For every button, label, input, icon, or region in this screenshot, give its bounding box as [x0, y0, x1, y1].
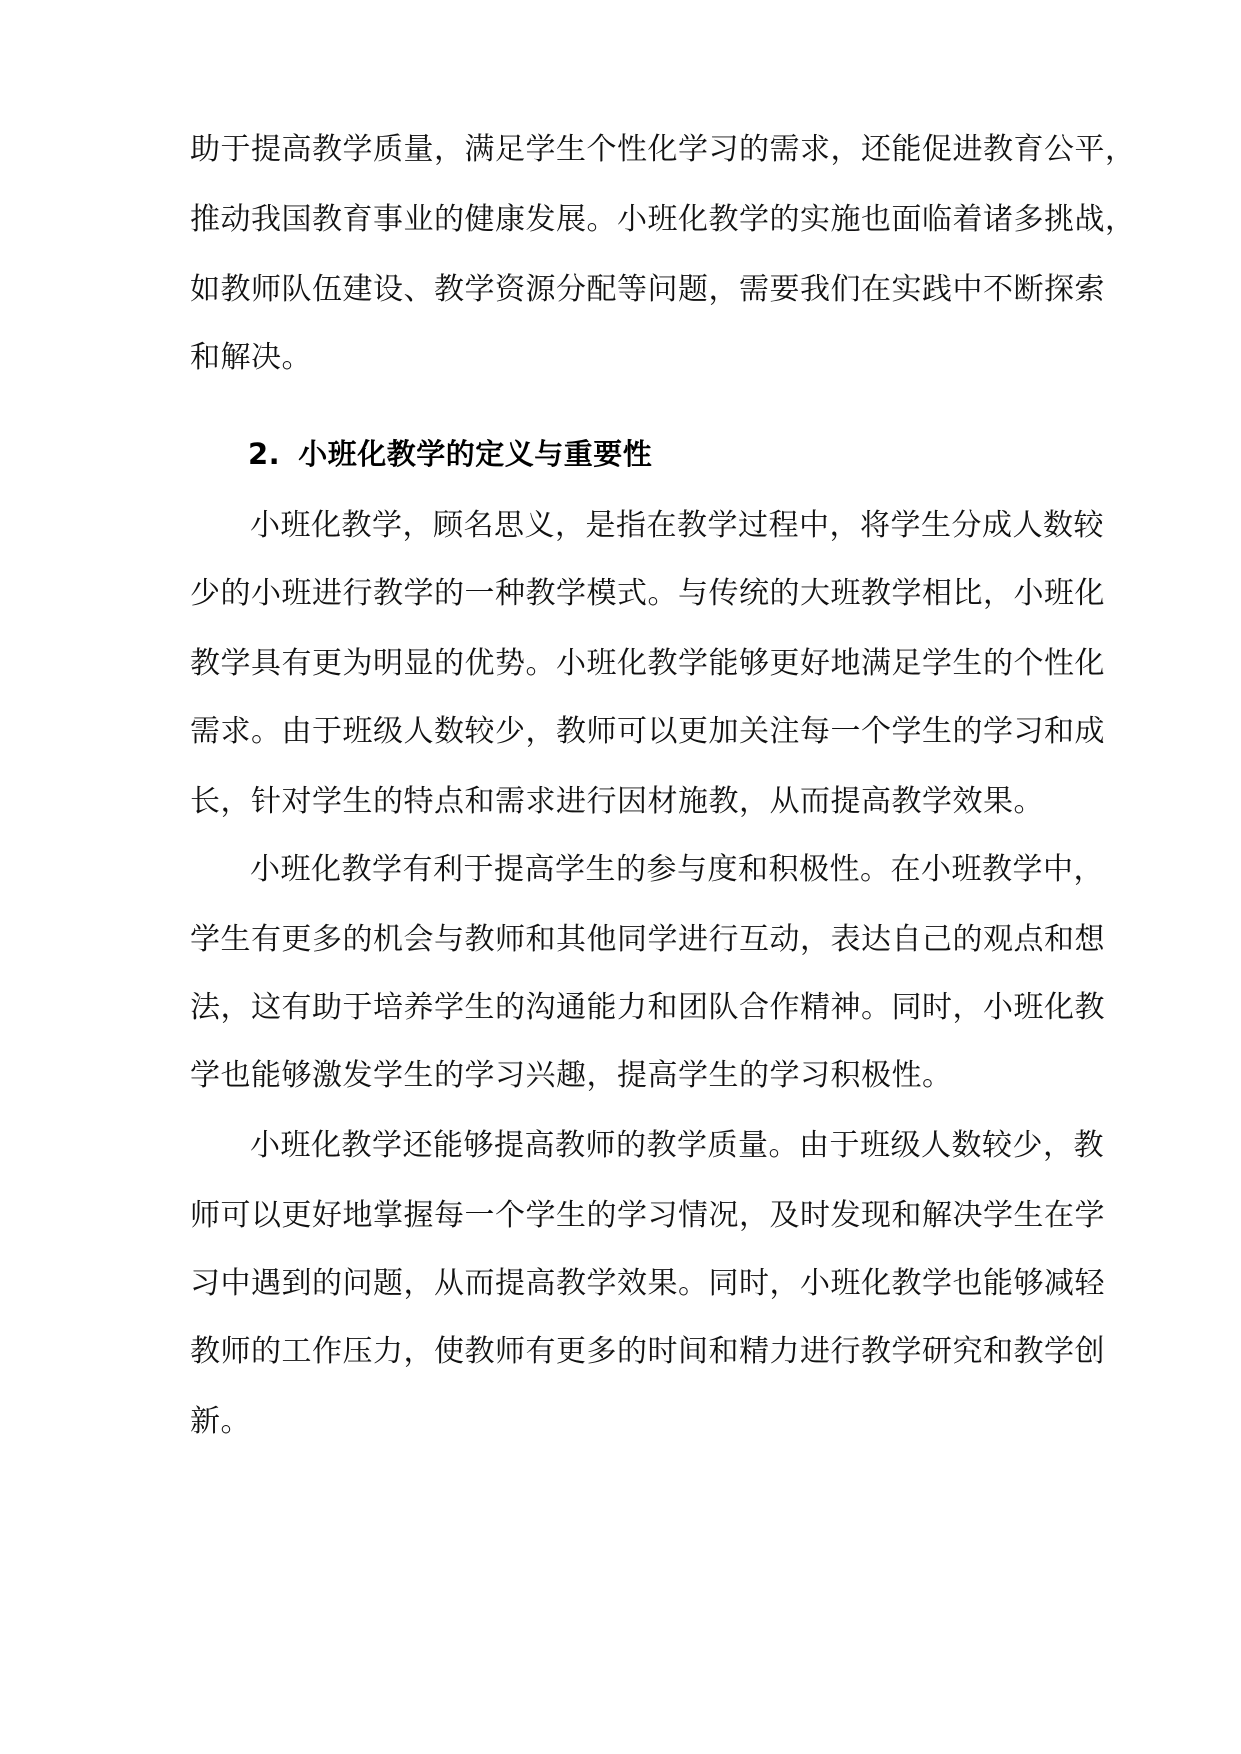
paragraph-line: 法，这有助于培养学生的沟通能力和团队合作精神。同时，小班化教	[190, 990, 1105, 1025]
paragraph-line: 教学具有更为明显的优势。小班化教学能够更好地满足学生的个性化	[190, 646, 1105, 681]
paragraph-line: 学也能够激发学生的学习兴趣，提高学生的学习积极性。	[190, 1058, 953, 1093]
paragraph-line: 教师的工作压力，使教师有更多的时间和精力进行教学研究和教学创	[190, 1334, 1105, 1369]
paragraph-line: 师可以更好地掌握每一个学生的学习情况，及时发现和解决学生在学	[190, 1198, 1105, 1233]
section-heading	[248, 434, 652, 474]
paragraph-line: 新。	[190, 1404, 251, 1439]
paragraph-line: 推动我国教育事业的健康发展。小班化教学的实施也面临着诸多挑战，	[190, 202, 1136, 237]
paragraph-line: 如教师队伍建设、教学资源分配等问题，需要我们在实践中不断探索	[190, 272, 1105, 307]
paragraph-line: 助于提高教学质量，满足学生个性化学习的需求，还能促进教育公平，	[190, 132, 1136, 167]
paragraph-line: 小班化教学还能够提高教师的教学质量。由于班级人数较少，教	[250, 1128, 1104, 1163]
section-title: 小班化教学的定义与重要性	[298, 437, 653, 471]
paragraph-line: 学生有更多的机会与教师和其他同学进行互动，表达自己的观点和想	[190, 922, 1105, 957]
paragraph-line: 少的小班进行教学的一种教学模式。与传统的大班教学相比，小班化	[190, 576, 1105, 611]
paragraph-line: 小班化教学，顾名思义，是指在教学过程中，将学生分成人数较	[250, 508, 1104, 543]
paragraph-line: 需求。由于班级人数较少，教师可以更加关注每一个学生的学习和成	[190, 714, 1105, 749]
paragraph-line: 小班化教学有利于提高学生的参与度和积极性。在小班教学中，	[250, 852, 1104, 887]
paragraph-line: 和解决。	[190, 340, 312, 375]
paragraph-line: 习中遇到的问题，从而提高教学效果。同时，小班化教学也能够减轻	[190, 1266, 1105, 1301]
section-number: 2.	[248, 437, 281, 471]
paragraph-line: 长，针对学生的特点和需求进行因材施教，从而提高教学效果。	[190, 784, 1044, 819]
